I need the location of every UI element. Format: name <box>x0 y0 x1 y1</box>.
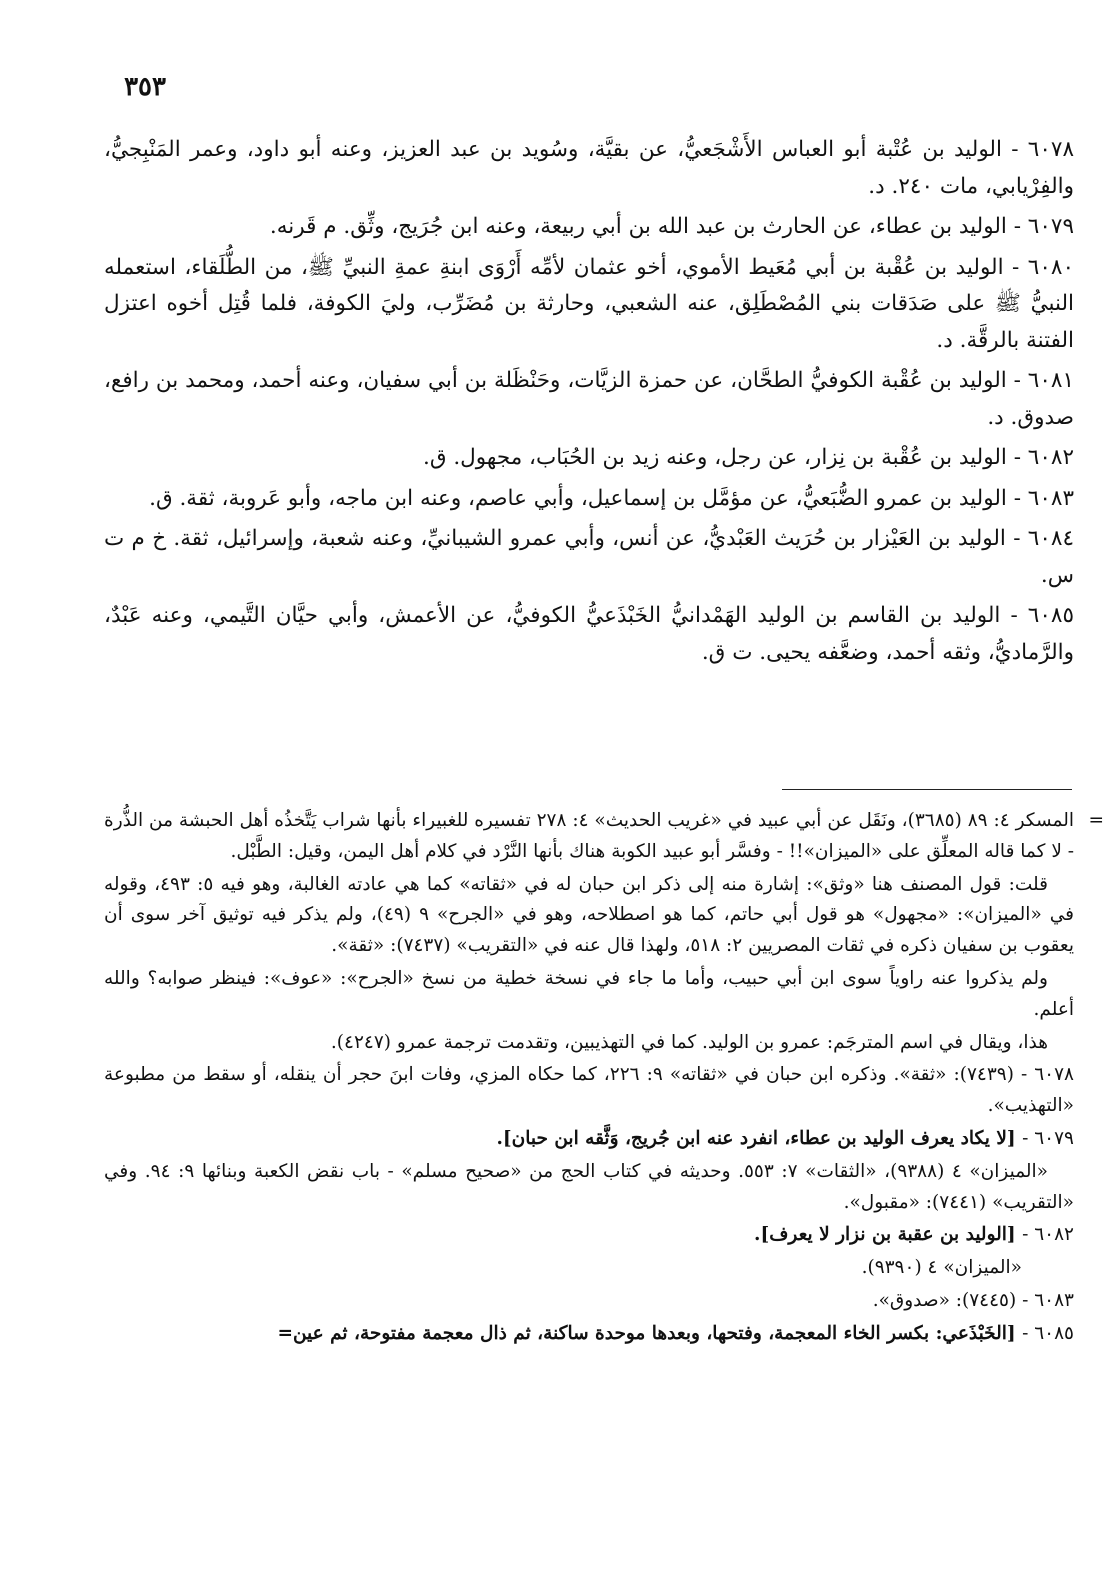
entry-6080: ٦٠٨٠ - الوليد بن عُقْبة بن أبي مُعَيط الأموي، أخو عثمان لأمِّه أَرْوَى ابنةِ عمةِ النبيِّ ﷺ، من الطُّلَقاء، استعمله النبيُّ ﷺ على صَدَقات بني المُصْطَلِق، عنه الشعبي، وحارثة بن مُضَرِّب، وليَ الكوفة، فلما قُتِل أخوه اعتزل الفتنة بالرقَّة. د. <box>104 254 1074 353</box>
footnote-text: [الوليد بن عقبة بن نزار لا يعرف]. <box>754 1224 1016 1246</box>
footnote-paragraph <box>104 870 1074 962</box>
footnotes <box>104 806 1104 1352</box>
footnote-text: المسكر ٤: ٨٩ (٣٦٨٥)، ونَقَل عن أبي عبيد في «غريب الحديث» ٤: ٢٧٨ تفسيره للغبيراء بأنها شراب يَتَّخذُه أهل الحبشة من الذُّرة - لا كما قاله المعلِّق على «الميزان»!! - وفسَّر أبو عبيد الكوبة هناك بأنها النَّرْد في كلام أهل اليمن، وقيل: الطَّبْل. <box>104 810 1074 862</box>
footnote-number: ٦٠٨٣ - <box>1022 1289 1074 1311</box>
footnote-text: هذا، ويقال في اسم المترجَم: عمرو بن الوليد. كما في التهذيبين، وتقدمت ترجمة عمرو (٤٢٤٧). <box>330 1031 1048 1053</box>
entry-number: ٦٠٨٣ <box>1027 485 1074 511</box>
main-text <box>104 132 1074 675</box>
footnote-text: «الميزان» ٤ (٩٣٩٠). <box>861 1257 1022 1279</box>
footnote-6079 <box>104 1124 1074 1155</box>
footnote-text: (٧٤٤٥): «صدوق». <box>872 1289 1017 1311</box>
footnote-paragraph <box>104 964 1074 1026</box>
entry-text: الوليد بن القاسم بن الوليد الهَمْدانيُّ الخَبْذَعيُّ الكوفيُّ، عن الأعمش، وأبي حيَّان التَّيمي، وعنه عَبْدٌ، والرَّماديُّ، وثقه أحمد، وضعَّفه يحيى. ت ق. <box>104 603 1074 665</box>
entry-number: ٦٠٨٤ <box>1027 526 1074 551</box>
entry-6078: ٦٠٧٨ - الوليد بن عُتْبة أبو العباس الأَشْجَعيُّ، عن بقيَّة، وسُويد بن عبد العزيز، وعنه أبو داود، وعمر المَنْبِجيُّ، والفِرْيابي، مات ٢٤٠. د. <box>104 137 1074 199</box>
entry-text: الوليد بن العَيْزار بن حُرَيث العَبْديُّ، عن أنس، وأبي عمرو الشيبانيِّ، وعنه شعبة، وإسرائيل، ثقة. خ م ت س. <box>104 526 1074 588</box>
entry-6079: ٦٠٧٩ - الوليد بن عطاء، عن الحارث بن عبد الله بن أبي ربيعة، وعنه ابن جُرَيج، وثِّق. م قَرنه. <box>269 214 1074 239</box>
footnote-6085 <box>104 1319 1074 1350</box>
entry-6081: ٦٠٨١ - الوليد بن عُقْبة الكوفيُّ الطحَّان، عن حمزة الزيَّات، وحَنْظَلة بن أبي سفيان، وعنه أحمد، ومحمد بن رافع، صدوق. د. <box>104 368 1074 430</box>
footnote-6083 <box>104 1286 1074 1317</box>
entry-text: الوليد بن عطاء، عن الحارث بن عبد الله بن أبي ربيعة، وعنه ابن جُرَيج، وثِّق. م قَرنه. <box>269 214 1007 239</box>
entry-6083: ٦٠٨٣ - الوليد بن عمرو الضُّبَعيُّ، عن مؤمَّل بن إسماعيل، وأبي عاصم، وعنه ابن ماجه، وأبو عَروبة، ثقة. ق. <box>149 485 1074 511</box>
footnote-text: [الخَبْذَعي: بكسر الخاء المعجمة، وفتحها، وبعدها موحدة ساكنة، ثم ذال معجمة مفتوحة، ثم عين= <box>277 1322 1016 1344</box>
footnote-text: [لا يكاد يعرف الوليد بن عطاء، انفرد عنه ابن جُريج، وَثَّقه ابن حبان]. <box>496 1127 1016 1149</box>
footnote-6082 <box>104 1220 1074 1251</box>
entry-text: الوليد بن عُتْبة أبو العباس الأَشْجَعيُّ، عن بقيَّة، وسُويد بن عبد العزيز، وعنه أبو داود، وعمر المَنْبِجيُّ، والفِرْيابي، مات ٢٤٠. د. <box>104 137 1074 199</box>
entry-text: الوليد بن عمرو الضُّبَعيُّ، عن مؤمَّل بن إسماعيل، وأبي عاصم، وعنه ابن ماجه، وأبو عَروبة، ثقة. ق. <box>149 485 1007 511</box>
entry-text: الوليد بن عُقْبة بن نِزار، عن رجل، وعنه زيد بن الحُبَاب، مجهول. ق. <box>423 445 1007 470</box>
entry-6085: ٦٠٨٥ - الوليد بن القاسم بن الوليد الهَمْدانيُّ الخَبْذَعيُّ الكوفيُّ، عن الأعمش، وأبي حيَّان التَّيمي، وعنه عَبْدٌ، والرَّماديُّ، وثقه أحمد، وضعَّفه يحيى. ت ق. <box>104 603 1074 665</box>
entry-6084: ٦٠٨٤ - الوليد بن العَيْزار بن حُرَيث العَبْديُّ، عن أنس، وأبي عمرو الشيبانيِّ، وعنه شعبة، وإسرائيل، ثقة. خ م ت س. <box>104 526 1074 588</box>
footnote-paragraph <box>104 1157 1074 1219</box>
footnote-text: ولم يذكروا عنه راوياً سوى ابن أبي حبيب، وأما ما جاء في نسخة خطية من نسخ «الجرح»: «عوف»: فينظر صوابه؟ والله أعلم. <box>104 967 1074 1020</box>
footnote-number: ٦٠٨٢ - <box>1022 1224 1074 1246</box>
footnote-6078 <box>104 1060 1074 1122</box>
footnote-number: ٦٠٨٥ - <box>1022 1322 1074 1344</box>
entry-number: ٦٠٨٢ <box>1027 445 1074 470</box>
footnote-text: قلت: قول المصنف هنا «وثق»: إشارة منه إلى ذكر ابن حبان له في «ثقاته» كما هي عادته الغالبة، وهو فيه ٥: ٤٩٣، وقوله في «الميزان»: «مجهول» هو قول أبي حاتم، كما هو اصطلاحه، وهو في «الجرح» ٩ (٤٩)، ولم يذكر فيه توثيق آخر سوى أن يعقوب بن سفيان ذكره في ثقات المصريين ٢: ٥١٨، ولهذا قال عنه في «التقريب» (٧٤٣٧): «ثقة». <box>104 873 1074 957</box>
entry-6082: ٦٠٨٢ - الوليد بن عُقْبة بن نِزار، عن رجل، وعنه زيد بن الحُبَاب، مجهول. ق. <box>423 445 1074 470</box>
entry-number: ٦٠٧٨ <box>1027 137 1074 162</box>
entry-number: ٦٠٨٥ <box>1027 603 1074 628</box>
footnote-continuation <box>104 806 1104 868</box>
footnote-text: (٧٤٣٩): «ثقة». وذكره ابن حبان في «ثقاته» ٩: ٢٢٦، كما حكاه المزي، وفات ابنَ حجر أن ينقله، أو سقط من مطبوعة «التهذيب». <box>104 1064 1074 1117</box>
footnote-paragraph <box>104 1028 1074 1059</box>
entry-number: ٦٠٧٩ <box>1027 214 1074 239</box>
continuation-marker: = <box>1088 810 1104 831</box>
entry-text: الوليد بن عُقْبة بن أبي مُعَيط الأموي، أخو عثمان لأمِّه أَرْوَى ابنةِ عمةِ النبيِّ ﷺ، من الطُّلَقاء، استعمله النبيُّ ﷺ على صَدَقات بني المُصْطَلِق، عنه الشعبي، وحارثة بن مُضَرِّب، وليَ الكوفة، فلما قُتِل أخوه اعتزل الفتنة بالرقَّة. د. <box>104 254 1074 353</box>
footnote-number: ٦٠٧٩ - <box>1022 1127 1074 1149</box>
footnote-paragraph <box>104 1253 1074 1284</box>
footnote-text: «الميزان» ٤ (٩٣٨٨)، «الثقات» ٧: ٥٥٣. وحديثه في كتاب الحج من «صحيح مسلم» - باب نقض الكعبة وبنائها ٩: ٩٤. وفي «التقريب» (٧٤٤١): «مقبول». <box>104 1160 1074 1213</box>
page-number: ٣٥٣ <box>124 72 166 102</box>
footnote-divider <box>782 789 1072 790</box>
footnote-number: ٦٠٧٨ - <box>1020 1064 1074 1086</box>
entry-text: الوليد بن عُقْبة الكوفيُّ الطحَّان، عن حمزة الزيَّات، وحَنْظَلة بن أبي سفيان، وعنه أحمد، ومحمد بن رافع، صدوق. د. <box>104 368 1074 430</box>
entry-number: ٦٠٨١ <box>1027 368 1074 393</box>
entry-number: ٦٠٨٠ <box>1027 254 1074 280</box>
